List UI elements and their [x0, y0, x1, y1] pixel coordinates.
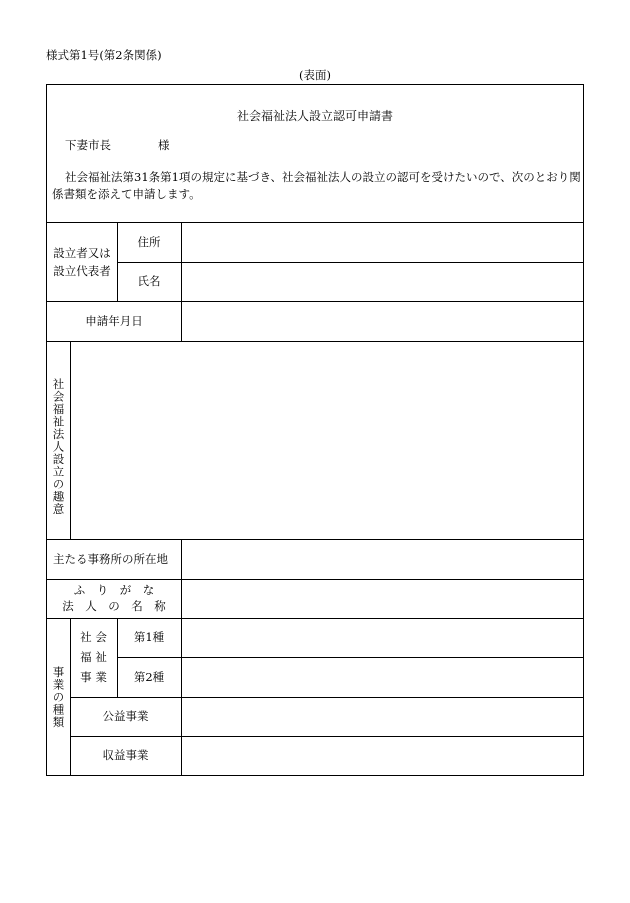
name-field[interactable] [182, 263, 583, 300]
form-number-label: 様式第1号(第2条関係) [46, 48, 162, 62]
application-date-field[interactable] [182, 302, 583, 340]
type1-field[interactable] [182, 619, 583, 656]
addressee: 下妻市長 [65, 138, 111, 152]
name-label: 氏名 [137, 274, 161, 288]
purpose-label: 社会福祉法人設立の趣意 [51, 378, 66, 516]
application-statement: 社会福祉法第31条第1項の規定に基づき、社会福祉法人の設立の認可を受けたいので、次のとおり関係書類を添えて申請します。 [52, 170, 581, 201]
corp-name-field[interactable] [182, 580, 583, 617]
founder-label-line1: 設立者又は [53, 246, 111, 260]
side-label: (表面) [299, 68, 331, 82]
divider [117, 222, 118, 301]
type1-label: 第1種 [133, 630, 165, 644]
honorific: 様 [158, 138, 170, 152]
address-label: 住所 [137, 235, 161, 249]
profit-business-field[interactable] [182, 737, 583, 775]
form-title: 社会福祉法人設立認可申請書 [236, 109, 393, 123]
application-date-label: 申請年月日 [85, 314, 143, 328]
type2-label: 第2種 [133, 670, 165, 684]
social-welfare-label-line1: 社 会 [80, 630, 107, 644]
founder-label-line2: 設立代表者 [53, 264, 111, 278]
furigana-label: ふ り が な [73, 583, 155, 597]
social-welfare-label-line3: 事 業 [80, 670, 107, 684]
social-welfare-label-line2: 福 祉 [80, 650, 107, 664]
type2-field[interactable] [182, 658, 583, 696]
profit-business-label: 収益事業 [102, 748, 149, 762]
divider [117, 618, 118, 697]
business-type-label: 事業の種類 [51, 666, 66, 729]
corp-name-label: 法 人 の 名 称 [62, 599, 166, 613]
address-field[interactable] [182, 223, 583, 261]
public-business-field[interactable] [182, 698, 583, 735]
main-office-label: 主たる事務所の所在地 [53, 552, 168, 566]
main-office-field[interactable] [182, 540, 583, 578]
purpose-field[interactable] [71, 342, 583, 538]
public-business-label: 公益事業 [102, 709, 149, 723]
